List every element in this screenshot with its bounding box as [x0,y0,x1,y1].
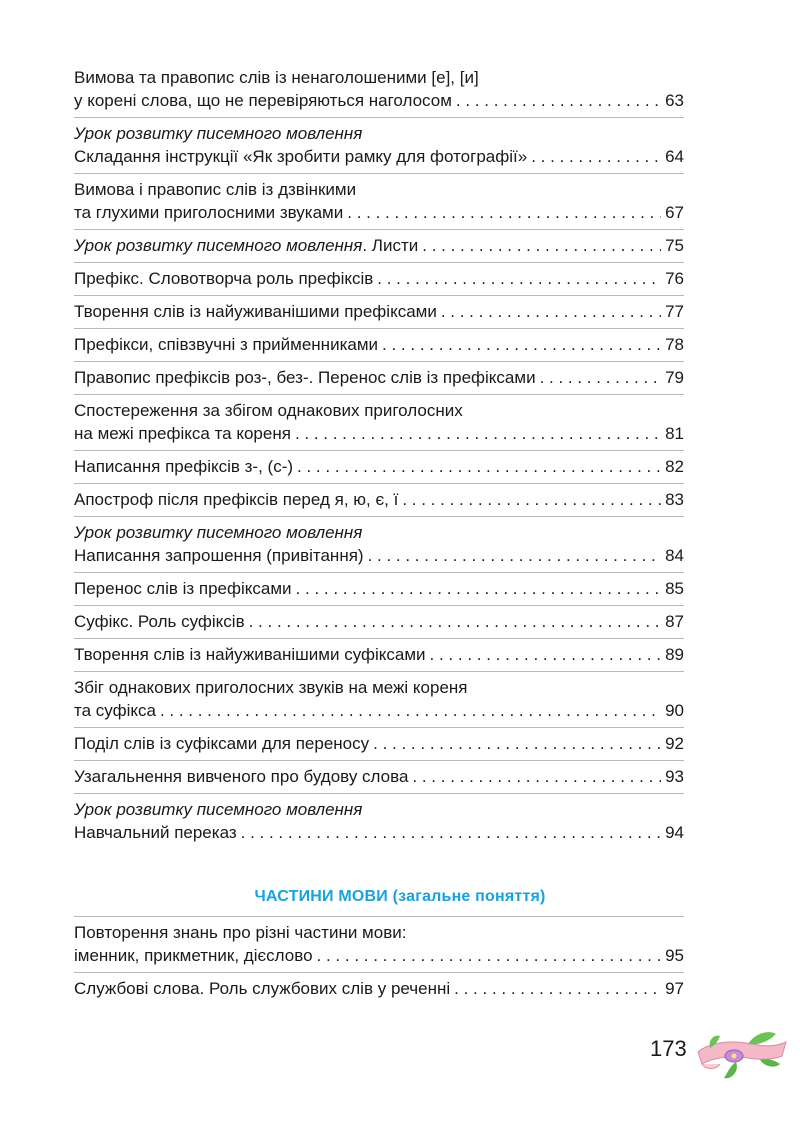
toc-entry-row [74,488,684,511]
toc-entry-row [74,610,684,633]
toc-entry-title: та суфікса [74,701,156,720]
toc-entry-row [74,699,684,722]
toc-entry-row [74,455,684,478]
dot-leader [368,544,662,567]
toc-entry-lesson-type: Урок розвитку писемного мовлення [74,523,363,542]
toc-page-number: 83 [665,490,684,509]
toc-entry-title: Узагальнення вивченого про будову слова [74,767,409,786]
toc-entry[interactable] [74,639,684,672]
toc-entry-title: Апостроф після префіксів перед я, ю, є, ї [74,490,399,509]
section-title: ЧАСТИНИ МОВИ (загальне поняття) [254,888,546,905]
toc-entry-title: Творення слів із найуживанішими суфіксами [74,645,426,664]
dot-leader [402,488,661,511]
dot-leader [317,944,662,967]
toc-entry-title: на межі префікса та кореня [74,424,291,443]
toc-entry-title-rest: . Листи [362,236,419,255]
dot-leader [295,422,661,445]
toc-entry-row [74,300,684,323]
toc-page-number: 75 [665,236,684,255]
toc-entry-title [74,234,418,257]
toc-page-number: 94 [665,823,684,842]
toc-page-number: 95 [665,946,684,965]
toc-page-number: 93 [665,767,684,786]
toc-entry-title: Префікси, співзвучні з прийменниками [74,335,379,354]
toc-entry-title: Службові слова. Роль службових слів у реченні [74,979,451,998]
toc-entry-row [74,366,684,389]
toc-entry-row [74,821,684,844]
dot-leader [430,643,662,666]
toc-entry[interactable] [74,573,684,606]
toc-page-number: 90 [665,701,684,720]
toc-entry-row [74,732,684,755]
toc-page-number: 67 [665,203,684,222]
toc-entry-row [74,765,684,788]
toc-entry-title: Префікс. Словотворча роль префіксів [74,269,374,288]
toc-entry[interactable] [74,728,684,761]
dot-leader [456,89,661,112]
toc-entry-lesson-type: Урок розвитку писемного мовлення [74,236,363,255]
toc-entry[interactable] [74,395,684,451]
dot-leader [422,234,661,257]
toc-entry-row [74,544,684,567]
toc-page-number: 84 [665,546,684,565]
toc-entry-title: Написання префіксів з-, (с-) [74,457,294,476]
toc-entry-title-line: Збіг однакових приголосних звуків на межі кореня [74,678,468,697]
toc-entry-row [74,145,684,168]
toc-entry-title: Поділ слів із суфіксами для переносу [74,734,370,753]
toc-entry[interactable] [74,329,684,362]
toc-entry-title-line: Вимова і правопис слів із дзвінкими [74,180,357,199]
dot-leader [249,610,661,633]
toc-entry-row [74,234,684,257]
dot-leader [454,977,661,1000]
dot-leader [531,145,661,168]
toc-entry[interactable] [74,230,684,263]
toc-entry[interactable] [74,62,684,118]
dot-leader [373,732,661,755]
toc-entry[interactable] [74,794,684,849]
toc-page-number: 76 [665,269,684,288]
toc-entry[interactable] [74,451,684,484]
page-number: 173 [650,1036,687,1061]
toc-entry-row [74,201,684,224]
dot-leader [412,765,661,788]
dot-leader [297,455,661,478]
toc-entry-row [74,643,684,666]
dot-leader [296,577,662,600]
toc-page-number: 85 [665,579,684,598]
dot-leader [160,699,661,722]
toc-entry-title: Навчальний переказ [74,823,237,842]
toc-page-number: 64 [665,147,684,166]
toc-entry-title: у корені слова, що не перевіряються наголосом [74,91,452,110]
toc-entry[interactable] [74,362,684,395]
toc-entry-title: Написання запрошення (привітання) [74,546,364,565]
toc-page-number: 89 [665,645,684,664]
toc-entry[interactable] [74,517,684,573]
toc-entry-title-line: Спостереження за збігом однакових приголосних [74,401,463,420]
dot-leader [441,300,661,323]
toc-entry[interactable] [74,296,684,329]
dot-leader [382,333,661,356]
table-of-contents [74,62,684,849]
toc-entry[interactable] [74,118,684,174]
toc-page-number: 92 [665,734,684,753]
toc-entry-title-line: Повторення знань про різні частини мови: [74,923,407,942]
toc-entry-lesson-type: Урок розвитку писемного мовлення [74,124,363,143]
toc-entry-row [74,333,684,356]
toc-entry[interactable] [74,672,684,728]
toc-entry[interactable] [74,973,684,1005]
toc-entry-title: Творення слів із найуживанішими префіксами [74,302,437,321]
toc-entry-title: Складання інструкції «Як зробити рамку для фотографії» [74,147,528,166]
toc-entry-lesson-type: Урок розвитку писемного мовлення [74,800,363,819]
toc-entry[interactable] [74,174,684,230]
toc-entry-row [74,89,684,112]
toc-page-number: 87 [665,612,684,631]
toc-entry-title-line: Вимова та правопис слів із ненаголошеними [е], [и] [74,68,479,87]
toc-entry-row [74,577,684,600]
toc-entry[interactable] [74,484,684,517]
toc-entry-row [74,977,684,1000]
toc-entry[interactable] [74,917,684,973]
toc-entry-row [74,422,684,445]
toc-page-number: 81 [665,424,684,443]
toc-entry-title: та глухими приголосними звуками [74,203,344,222]
toc-entry-title: Правопис префіксів роз-, без-. Перенос слів із префіксами [74,368,536,387]
toc-page-number: 78 [665,335,684,354]
dot-leader [347,201,661,224]
toc-entry[interactable] [74,761,684,794]
toc-page-number: 82 [665,457,684,476]
toc-page-number: 79 [665,368,684,387]
dot-leader [540,366,662,389]
toc-entry[interactable] [74,263,684,296]
scroll-ornament-icon [690,1022,790,1084]
toc-entry-title: іменник, прикметник, дієслово [74,946,313,965]
toc-entry-title: Суфікс. Роль суфіксів [74,612,245,631]
table-of-contents-section [74,916,684,1005]
dot-leader [377,267,661,290]
toc-entry-row [74,267,684,290]
toc-page-number: 63 [665,91,684,110]
toc-page-number: 77 [665,302,684,321]
toc-entry-title: Перенос слів із префіксами [74,579,292,598]
toc-entry[interactable] [74,606,684,639]
toc-entry-row [74,944,684,967]
dot-leader [241,821,661,844]
toc-page-number: 97 [665,979,684,998]
